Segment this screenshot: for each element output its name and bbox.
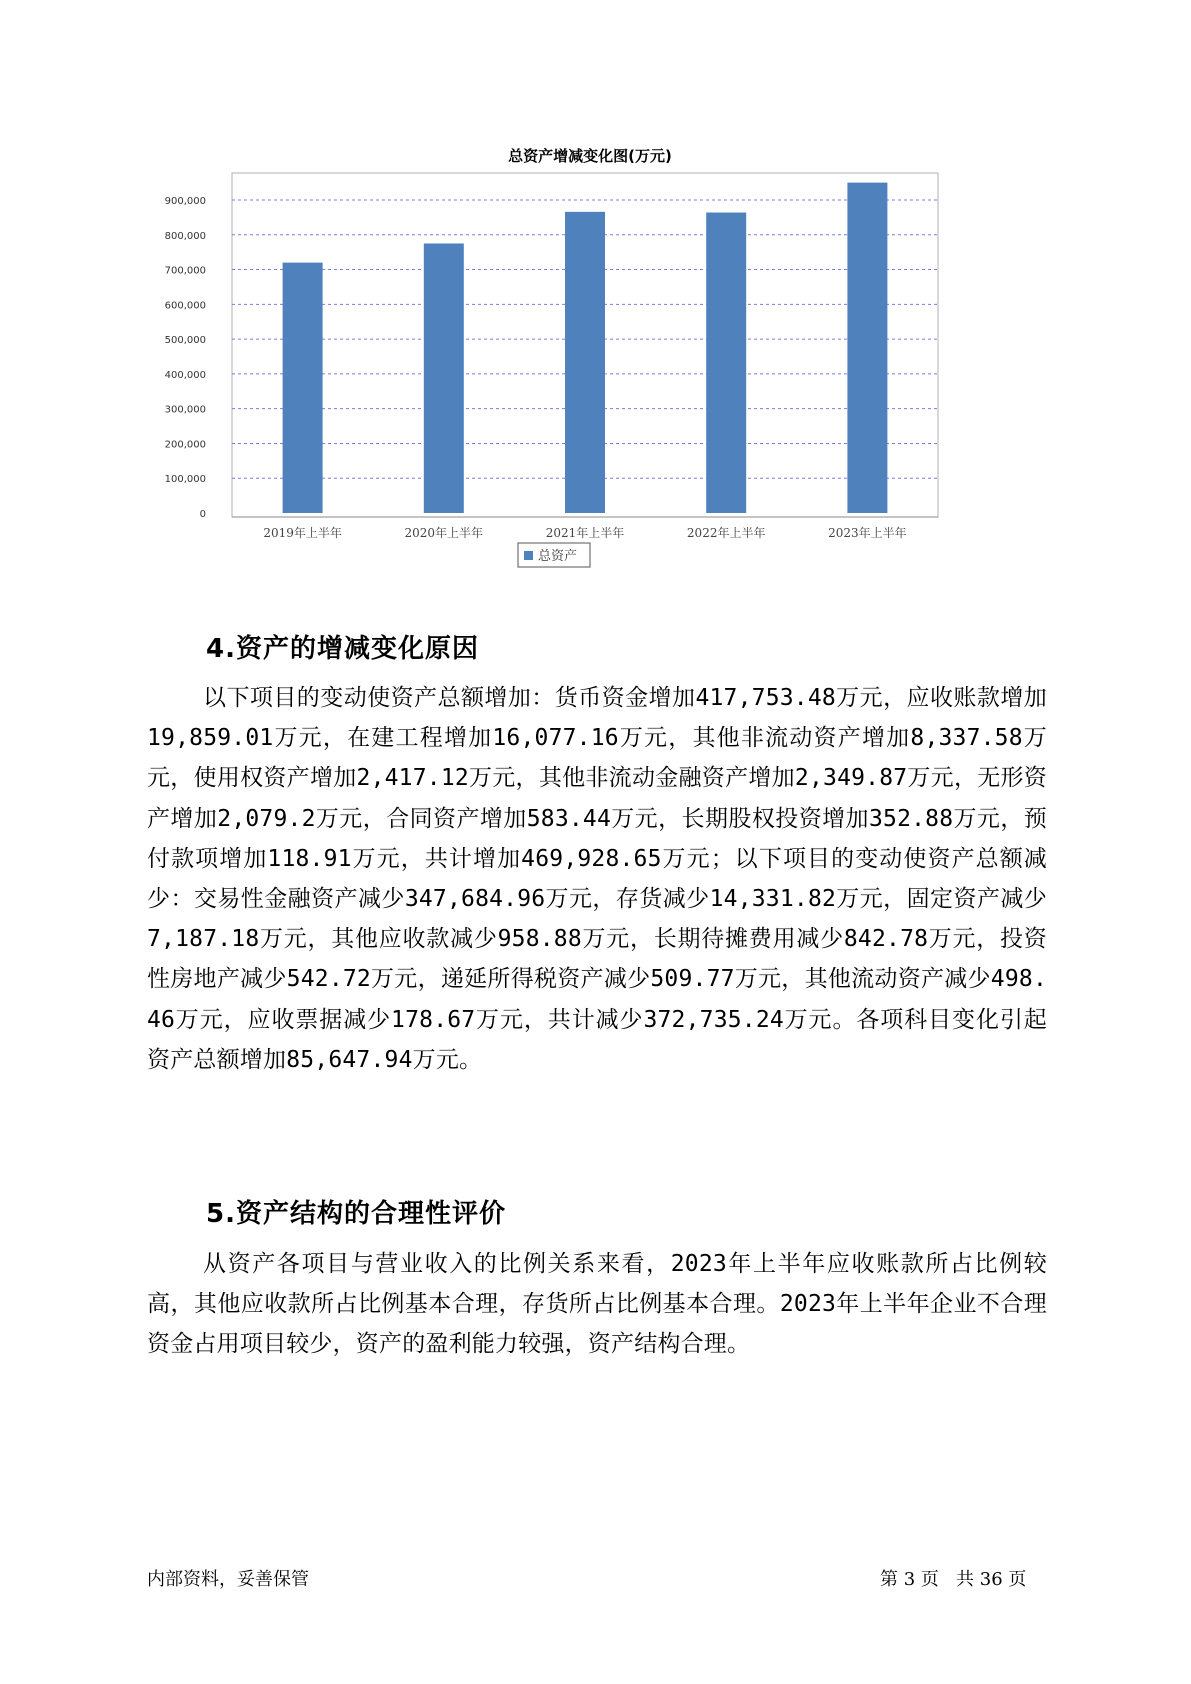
footer-left: 内部资料，妥善保管 [147,1569,309,1590]
bar [283,263,323,513]
y-tick-label: 400,000 [164,369,206,381]
section-5-heading: 5.资产结构的合理性评价 [206,1199,506,1229]
bar [424,243,464,513]
section-4-body: 以下项目的变动使资产总额增加：货币资金增加417,753.48万元，应收账款增加19,859.01万元，在建工程增加16,077.16万元，其他非流动资产增加8,337.58万元，使用权资产增加2,417.12万元，其他非流动金融资产增加2,349.87万元，无形资产增加2,079.2万元，合同资产增加583.44万元，长期股权投资增加352.88万元，预付款项增加118.91万元，共计增加469,928.65万元；以下项目的变动使资产总额减少：交易性金融资产减少347,684.96万元，存货减少14,331.82万元，固定资产减少7,187.18万元，其他应收款减少958.88万元，长期待摊费用减少842.78万元，投资性房地产减少542.72万元，递延所得税资产减少509.77万元，其他流动资产减少498.46万元，应收票据减少178.67万元，共计减少372,735.24万元。各项科目变化引起资产总额增加85,647.94万元。 [147,685,1047,1073]
x-tick-label: 2021年上半年 [545,526,625,540]
legend-swatch [524,551,533,560]
y-tick-label: 900,000 [164,196,206,207]
y-tick-label: 800,000 [164,230,206,242]
chart-title: 总资产增减变化图(万元) [508,147,672,165]
chart-svg [150,135,1030,605]
bar [565,212,605,513]
y-tick-label: 200,000 [164,439,206,451]
bar [706,213,746,513]
footer-page-number: 第 3 页 共 36 页 [880,1569,1027,1590]
legend-label: 总资产 [538,549,578,564]
x-tick-label: 2020年上半年 [404,526,484,540]
x-tick-label: 2023年上半年 [828,526,907,540]
y-tick-label: 500,000 [164,335,206,347]
y-tick-label: 100,000 [164,474,206,486]
y-tick-label: 0 [199,509,206,520]
section-4-heading: 4.资产的增减变化原因 [206,634,479,664]
y-tick-label: 600,000 [164,300,206,312]
section-5-body: 从资产各项目与营业收入的比例关系来看，2023年上半年应收账款所占比例较高，其他应收款所占比例基本合理，存货所占比例基本合理。2023年上半年企业不合理资金占用项目较少，资产的盈利能力较强，资产结构合理。 [147,1251,1047,1358]
x-tick-label: 2022年上半年 [686,526,766,540]
y-tick-label: 700,000 [164,265,206,277]
x-tick-label: 2019年上半年 [263,526,342,540]
bar [847,183,887,513]
y-tick-label: 300,000 [164,404,206,416]
asset-chart [150,135,1030,605]
